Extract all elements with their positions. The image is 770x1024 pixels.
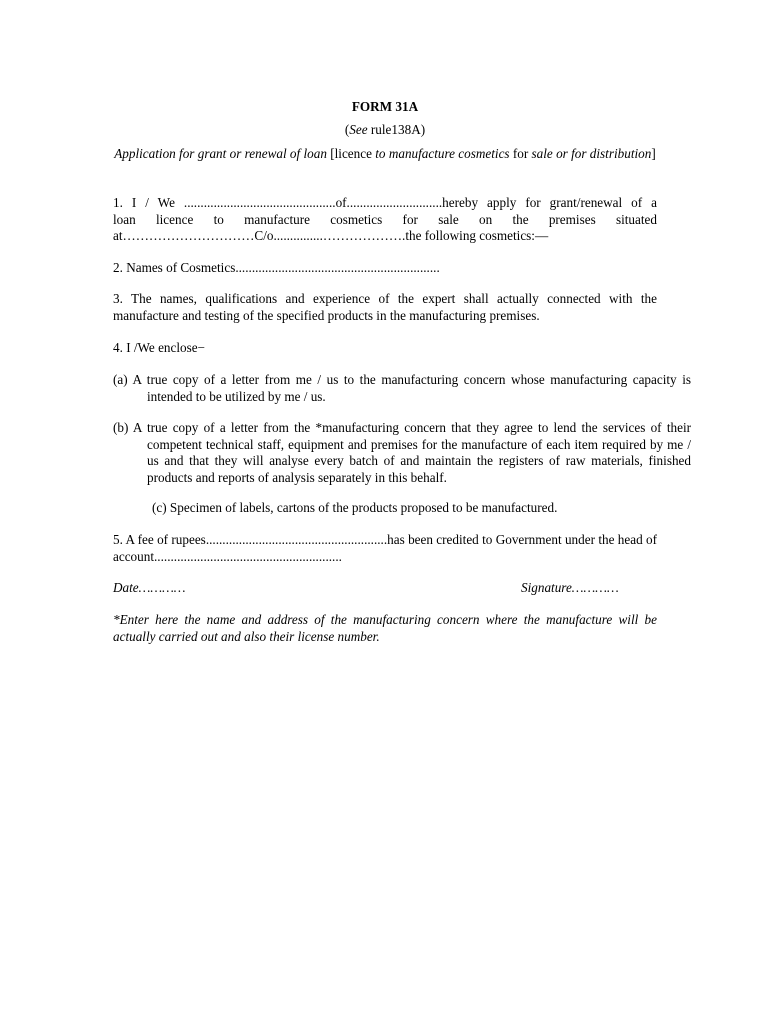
subtitle-part-5: sale or for distribution — [531, 146, 652, 161]
enclosure-c: (c) Specimen of labels, cartons of the products proposed to be manufactured. — [152, 500, 558, 515]
form-subtitle — [113, 146, 657, 163]
subtitle-part-3: to manufacture cosmetics — [375, 146, 510, 161]
paragraph-1-line-2: loan licence to manufacture cosmetics for sale on the premises situated — [113, 211, 657, 227]
enclosure-b: (b) A true copy of a letter from the *manufacturing concern that they agree to lend the services of their competent technical staff, equipment and premises for the manufacture of each item required by me / us and that they will analyse every batch of and maintain the registers of raw materials, finished products and reports of analysis separately in this behalf. — [113, 420, 691, 485]
rule-reference-open: ( — [344, 122, 350, 137]
form-title: FORM 31A — [351, 99, 419, 114]
paragraph-1-line-1: 1. I / We ..............................................of.............................hereby apply for grant/renewal of a — [113, 195, 657, 210]
paragraph-1-line-3: at…………………………C/o...............……………….the following cosmetics:— — [113, 228, 549, 243]
paragraph-1 — [113, 195, 657, 245]
date-field: Date………… — [113, 580, 186, 595]
enclosure-a: (a) A true copy of a letter from me / us to the manufacturing concern whose manufacturing capacity is intended to be utilized by me / us. — [113, 372, 691, 404]
subtitle-part-6: ] — [651, 146, 656, 161]
subtitle-part-2: [licence — [326, 146, 376, 161]
paragraph-2-names-of-cosmetics: 2. Names of Cosmetics.............................................................. — [113, 260, 440, 275]
rule-reference-rule: rule138A) — [367, 122, 426, 137]
paragraph-3-expert-qualifications: 3. The names, qualifications and experience of the expert shall actually connected with the manufacture and testing of the specified products in the manufacturing premises. — [113, 291, 657, 323]
paragraph-4-enclosures: 4. I /We enclose− — [113, 340, 206, 355]
rule-reference-see: See — [349, 122, 368, 137]
subtitle-part-1: Application for grant or renewal of loan — [114, 146, 327, 161]
footnote: *Enter here the name and address of the manufacturing concern where the manufacture will be actually carried out and also their license number. — [113, 612, 657, 644]
subtitle-part-4: for — [509, 146, 532, 161]
rule-reference — [113, 122, 657, 139]
paragraph-5-fee: 5. A fee of rupees.......................................................has been credited to Government under the head of account......................................................... — [113, 532, 657, 564]
signature-field: Signature………… — [521, 580, 619, 595]
